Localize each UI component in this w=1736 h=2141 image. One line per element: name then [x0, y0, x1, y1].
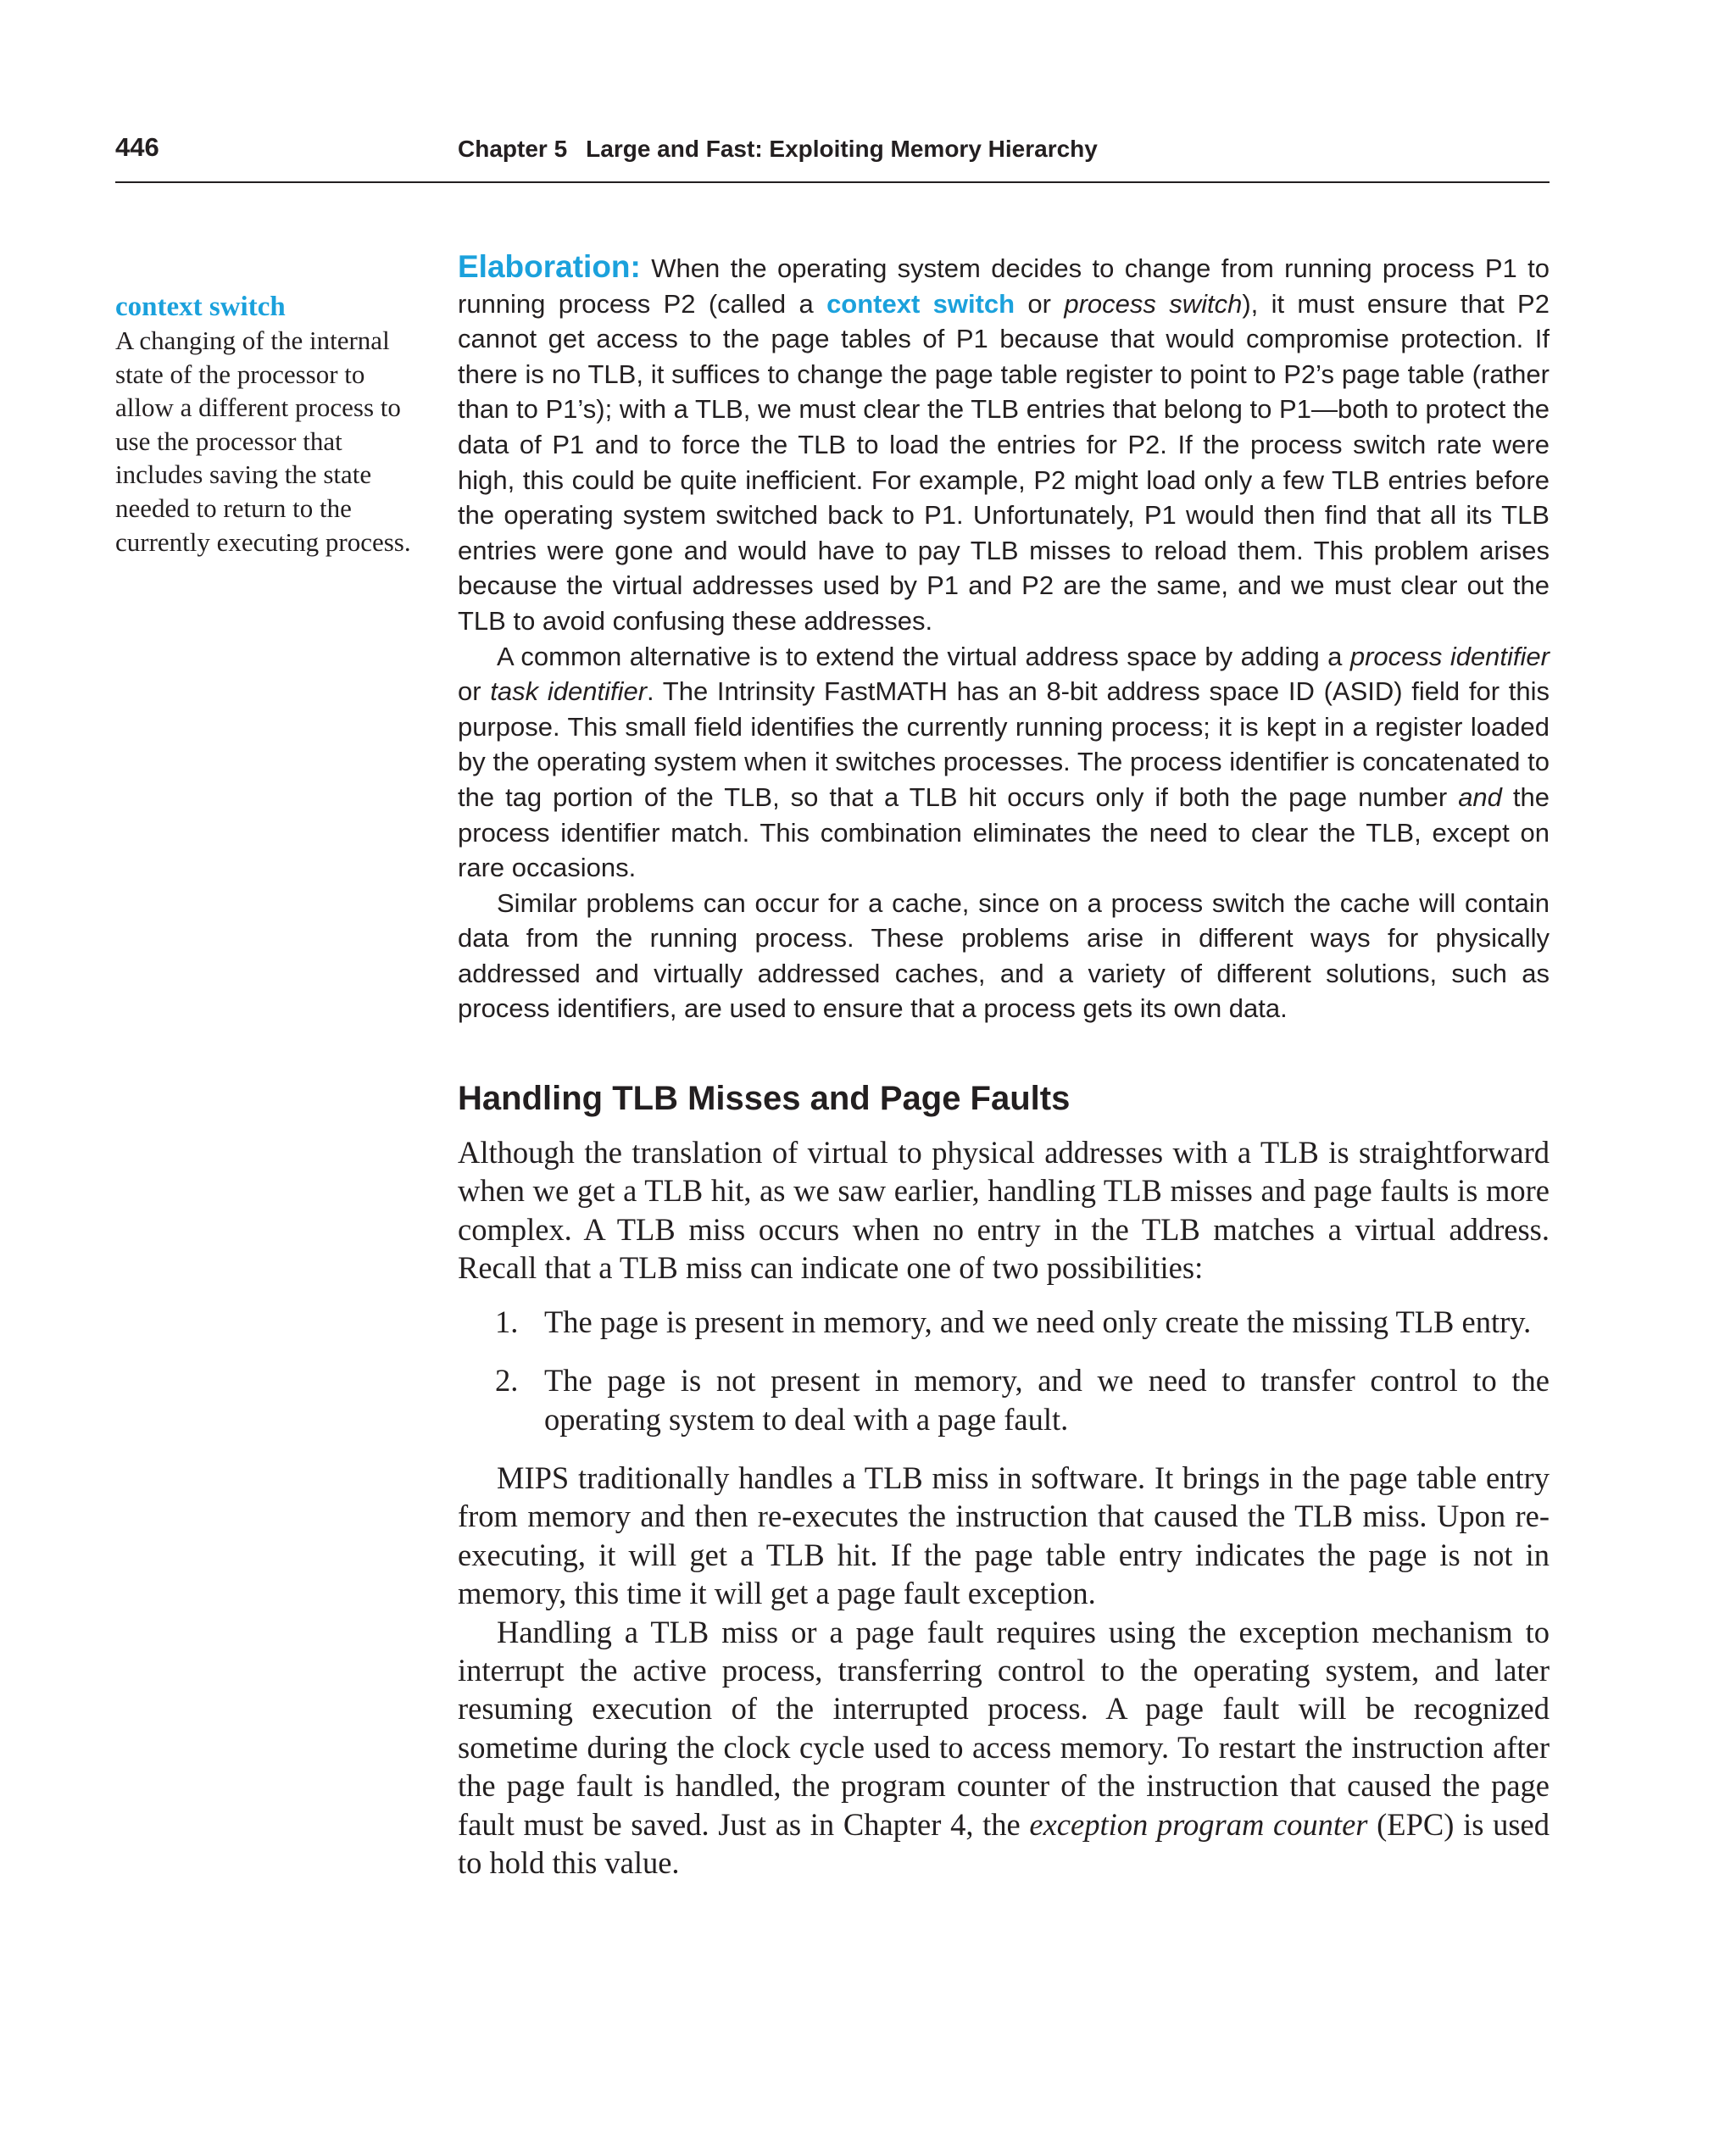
section-intro-paragraph: Although the translation of virtual to physical addresses with a TLB is straightforward when we get a TLB hit, as we saw earlier, handling TLB misses and page faults is more complex. A TLB miss occurs when no entry in the TLB matches a virtual address. Recall that a TLB miss can indicate one of two possibilities: — [458, 1135, 1550, 1286]
emphasis-exception-program-counter: exception program counter — [1029, 1806, 1368, 1842]
elaboration-label: Elaboration: — [458, 249, 641, 284]
text-run: ), it must ensure that P2 cannot get access to the page tables of P1 because that would compromise protection. If there is no TLB, it suffices to change the page table register to point to P2’s page table (rather than to P1’s); with a TLB, we must clear the TLB entries that belong to P1—both to protect the data of P1 and to force the TLB to load the entries for P2. If the process switch rate were high, this could be quite inefficient. For example, P2 might load only a few TLB entries before the operating system switched back to P1. Unfortunately, P1 would then find that all its TLB entries were gone and would have to pay TLB misses to reload them. This problem arises because the virtual addresses used by P1 and P2 are the same, and we must clear out the TLB to avoid confusing these addresses. — [458, 288, 1550, 636]
mips-paragraph: MIPS traditionally handles a TLB miss in software. It brings in the page table entry from memory and then re-executes the instruction that caused the TLB miss. Upon re-executing, it will get a TLB hit. If the page table entry indicates the page is not in memory, this time it will get a page fault exception. — [458, 1460, 1550, 1611]
main-column — [458, 249, 1550, 1882]
section-heading: Handling TLB Misses and Page Faults — [458, 1080, 1071, 1118]
list-text: The page is not present in memory, and we need to transfer control to the operating system to deal with a page fault. — [544, 1363, 1550, 1437]
list-item — [458, 1361, 1550, 1438]
text-run: A common alternative is to extend the virtual address space by adding a — [497, 641, 1350, 671]
margin-term: context switch — [115, 292, 286, 322]
text-run: When the operating system decides to change from running process P1 to running process P2 (called a — [458, 253, 1550, 319]
margin-glossary-note — [115, 290, 429, 559]
handling-paragraph — [458, 1613, 1550, 1882]
emphasis-and: and — [1458, 781, 1502, 812]
running-header — [115, 127, 1550, 183]
running-head — [458, 136, 1098, 163]
list-item — [458, 1303, 1550, 1341]
text-run: or — [458, 676, 491, 707]
list-number: 1. — [495, 1304, 519, 1339]
elaboration-paragraph-3: Similar problems can occur for a cache, since on a process switch the cache will contain data from the running process. These problems arise in different ways for physically addressed and virtually addressed caches, and a variety of different solutions, such as process identifiers, are used to ensure that a process gets its own data. — [458, 887, 1550, 1024]
emphasis-task-identifier: task identifier — [490, 676, 648, 707]
list-text: The page is present in memory, and we need only create the missing TLB entry. — [544, 1304, 1532, 1339]
text-run: (EPC) is used to hold this value. — [458, 1806, 1550, 1880]
text-run: Handling a TLB miss or a page fault requires using the exception mechanism to interrupt the active process, transferring control to the operating system, and later resuming execution of the interrupted process. A page fault will be recognized sometime during the clock cycle used to access memory. To restart the instruction after the page fault is handled, the program counter of the instruction that caused the page fault must be saved. Just as in Chapter 4, the — [458, 1614, 1550, 1842]
list-number: 2. — [495, 1363, 519, 1399]
emphasis-process-identifier: process identifier — [1349, 641, 1550, 671]
text-run: . The Intrinsity FastMATH has an 8-bit address space ID (ASID) field for this purpose. This small field identifies the currently running process; it is kept in a register loaded by the operating system when it switches processes. The process identifier is concatenated to the tag portion of the TLB, so that a TLB hit occurs only if both the page number — [458, 676, 1550, 812]
elaboration-paragraph-1 — [458, 249, 1550, 639]
emphasis-process-switch: process switch — [1064, 288, 1243, 319]
text-run: the process identifier match. This combination eliminates the need to clear the TLB, except on rare occasions. — [458, 781, 1550, 883]
elaboration-paragraph-2 — [458, 639, 1550, 886]
margin-definition: A changing of the internal state of the processor to allow a different process to use the processor that includes saving the state needed to return to the currently executing process. — [115, 325, 411, 557]
text-run: or — [1015, 288, 1065, 319]
chapter-number: Chapter 5 — [458, 136, 568, 162]
chapter-title: Large and Fast: Exploiting Memory Hierarchy — [586, 136, 1098, 162]
key-term-context-switch: context switch — [826, 288, 1015, 319]
possibilities-list — [458, 1303, 1550, 1438]
page-number: 446 — [115, 132, 159, 162]
